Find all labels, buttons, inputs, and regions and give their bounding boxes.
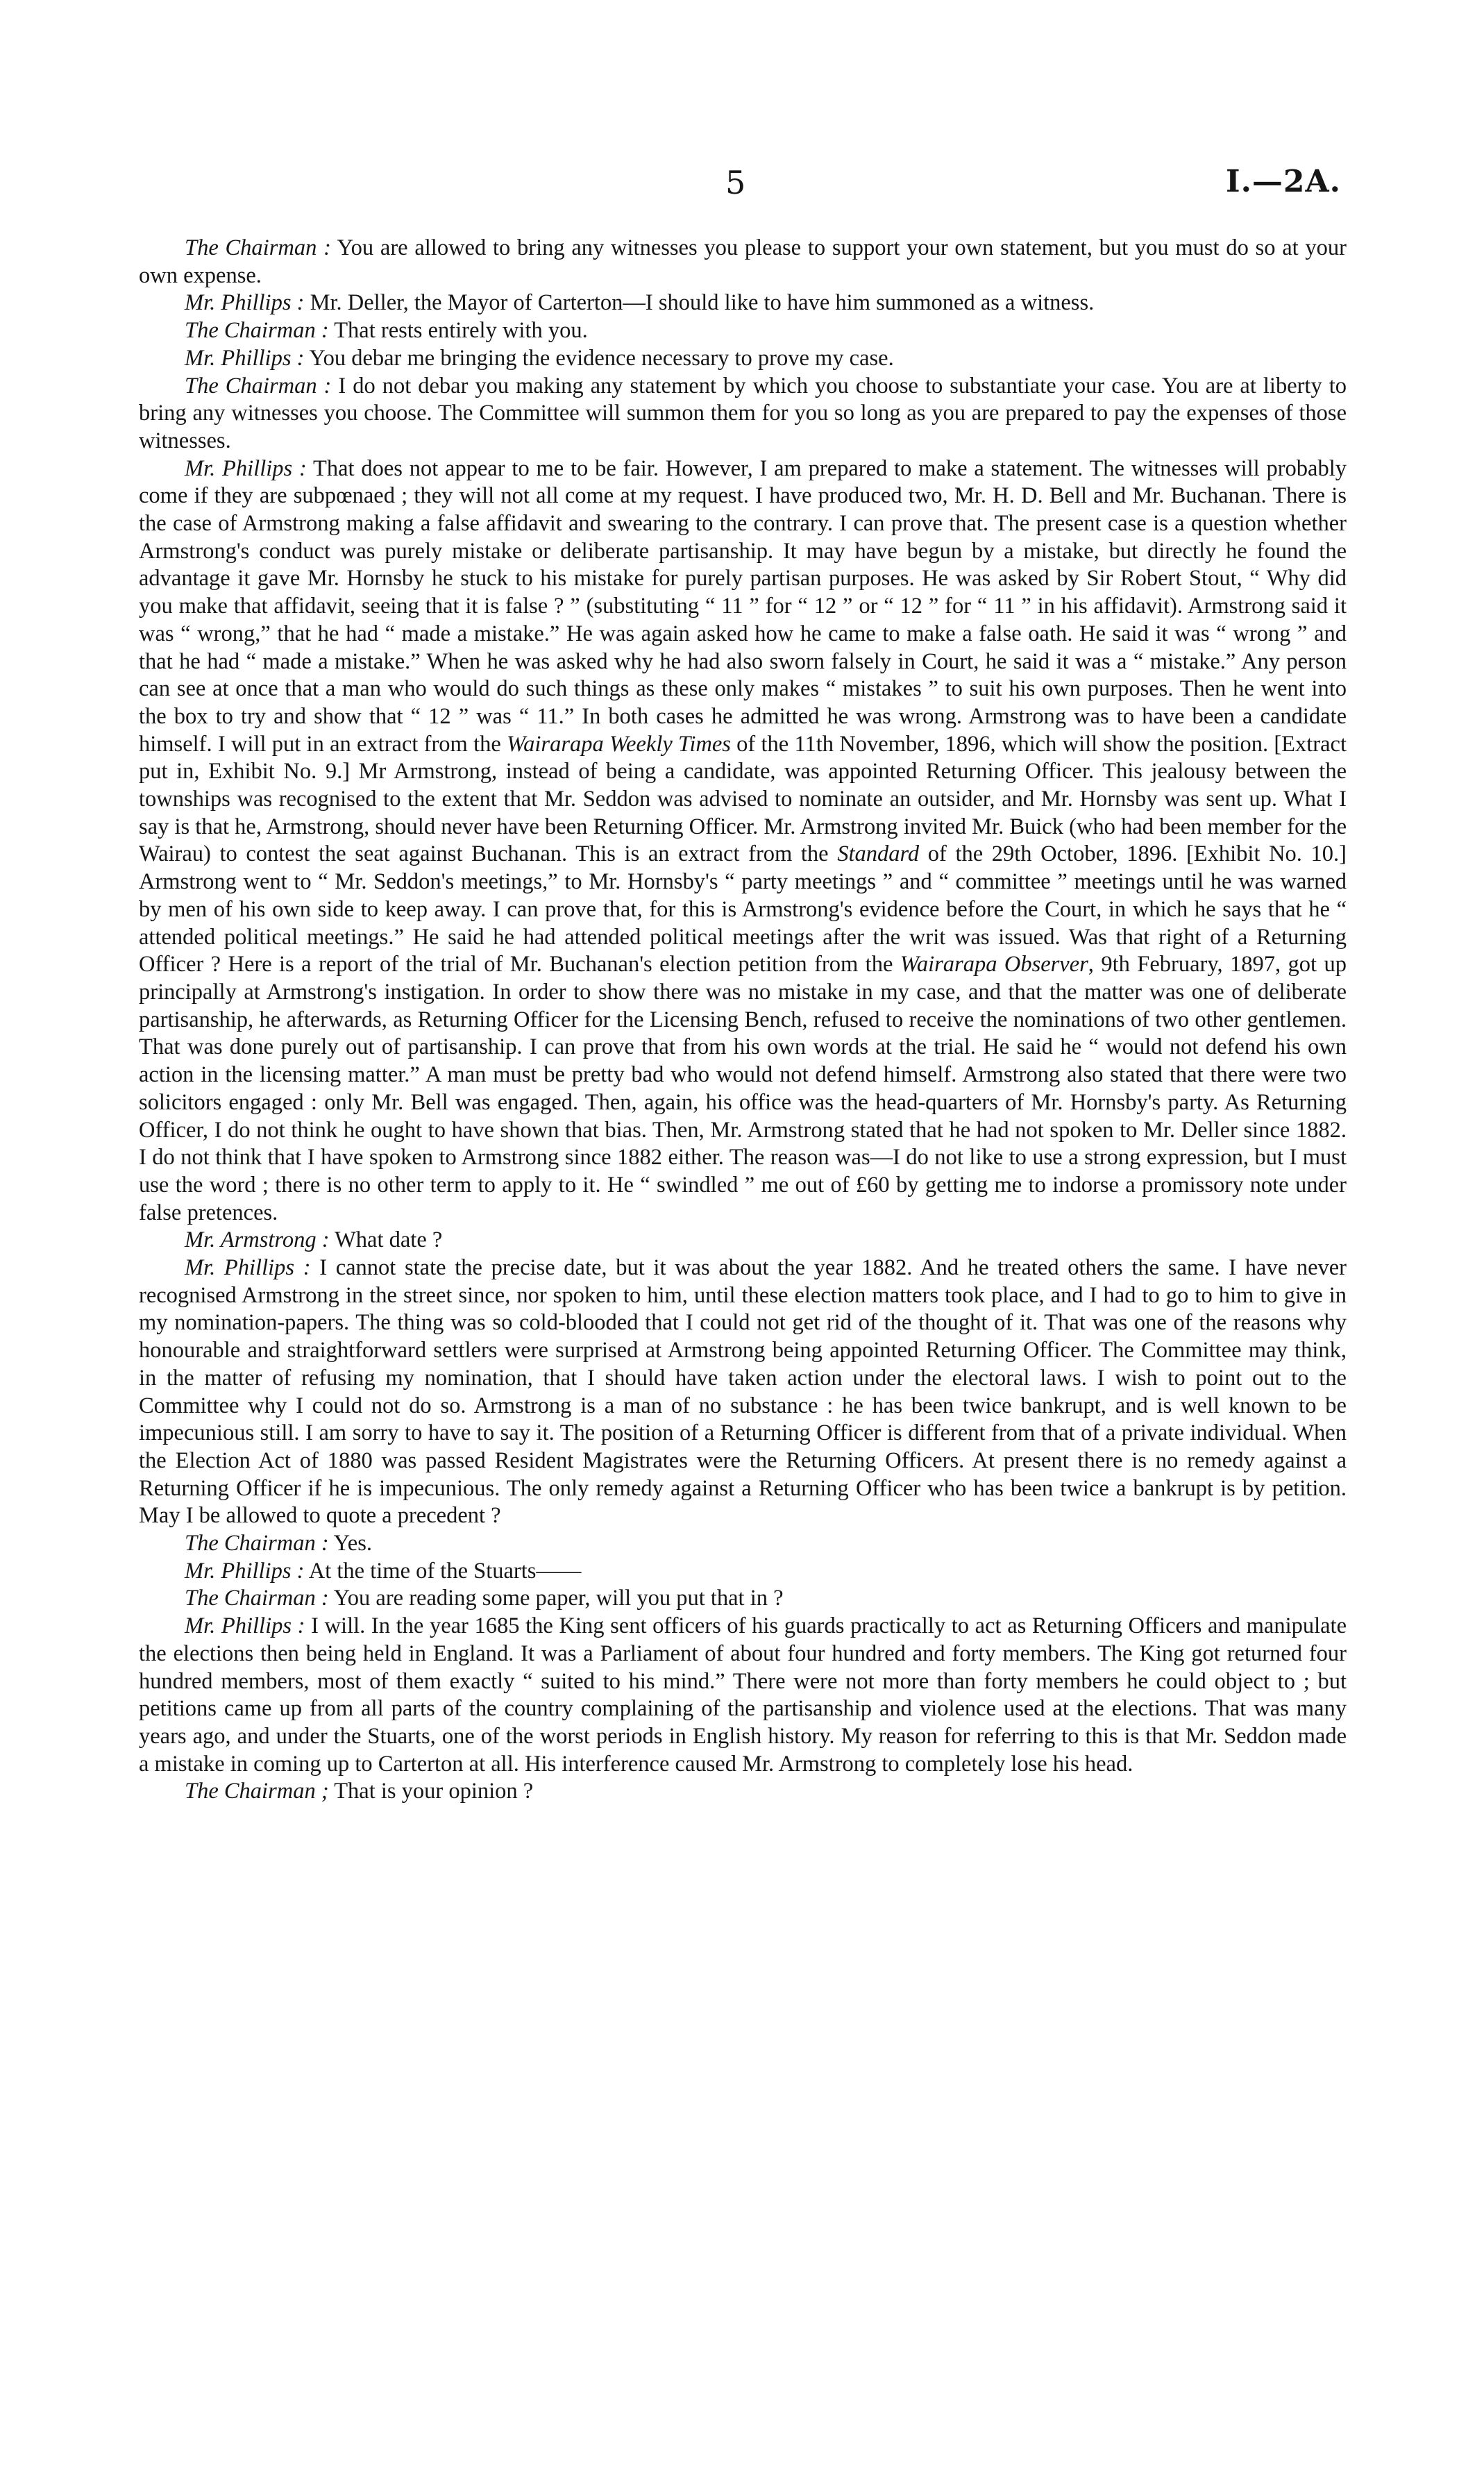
statement-text: I cannot state the precise date, but it was about the year 1882. And he treated others the same. I have never recognised Armstrong in the street since, nor spoken to him, until these election matters took place, and I had to go to him to give in my nomination-papers. The thing was so cold-blooded that I could not get rid of the thought of it. That was one of the reasons why honourable and straightforward settlers were surprised at Armstrong being appointed Returning Officer. The Committee may think, in the matter of refusing my nomination, that I should have taken action under the electoral laws. I wish to point out to the Committee why I could not do so. Armstrong is a man of no substance : he has been twice bankrupt, and is well known to be impecunious still. I am sorry to have to say it. The position of a Returning Officer is different from that of a private individual. When the Election Act of 1880 was passed Resident Magistrates were the Returning Officers. At present there is no remedy against a Returning Officer if he is impecunious. The only remedy against a Returning Officer who has been twice a bankrupt is by petition. May I be allowed to quote a precedent ? <box>139 1255 1347 1529</box>
publication-title: Wairarapa Observer <box>900 952 1088 977</box>
transcript-paragraph <box>139 1530 1347 1558</box>
transcript-paragraph <box>139 455 1347 1227</box>
transcript-paragraph <box>139 1778 1347 1806</box>
transcript-paragraph <box>139 1613 1347 1778</box>
speaker-name: The Chairman ; <box>185 1779 329 1804</box>
transcript-paragraph <box>139 317 1347 345</box>
transcript-paragraph <box>139 1254 1347 1530</box>
speaker-name: The Chairman : <box>185 318 329 344</box>
transcript-paragraph <box>139 1558 1347 1586</box>
statement-text: Yes. <box>328 1531 372 1556</box>
statement-text: of the 11th November, 1896, which will show the position. [Extract put in, Exhibit No. 9.] Mr Armstrong, instead of being a candidate, was appointed Returning Officer. This jealousy between the townships was recognised to the extent that Mr. Seddon was advised to nominate an outsider, and Mr. Hornsby was sent up. What I say is that he, Armstrong, should never have been Returning Officer. Mr. Armstrong invited Mr. Buick (who had been member for the Wairau) to contest the seat against Buchanan. This is an extract from the <box>139 731 1347 867</box>
publication-title: Wairarapa Weekly Times <box>507 731 731 757</box>
statement-text: That does not appear to me to be fair. However, I am prepared to make a statement. The witnesses will probably come if they are subpœnaed ; they will not all come at my request. I have produced two, Mr. H. D. Bell and Mr. Buchanan. There is the case of Armstrong making a false affidavit and swearing to the contrary. I can prove that. The present case is a question whether Armstrong's conduct was purely mistake or deliberate partisanship. It may have begun by a mistake, but directly he found the advantage it gave Mr. Hornsby he stuck to his mistake for purely partisan purposes. He was asked by Sir Robert Stout, “ Why did you make that affidavit, seeing that it is false ? ” (substituting “ 11 ” for “ 12 ” or “ 12 ” for “ 11 ” in his affidavit). Armstrong said it was “ wrong,” that he had “ made a mistake.” He was again asked how he came to make a false oath. He said it was “ wrong ” and that he had “ made a mistake.” When he was asked why he had also sworn falsely in Court, he said it was a “ mistake.” Any person can see at once that a man who would do such things as these only makes “ mistakes ” to suit his own purposes. Then he went into the box to try and show that “ 12 ” was “ 11.” In both cases he admitted he was wrong. Armstrong was to have been a candidate himself. I will put in an extract from the <box>139 455 1347 757</box>
publication-title: Standard <box>837 841 920 867</box>
statement-text: That is your opinion ? <box>328 1779 534 1804</box>
transcript-paragraph <box>139 373 1347 455</box>
page-number: 5 <box>725 164 747 201</box>
speaker-name: The Chairman : <box>185 1531 329 1556</box>
statement-text: I will. In the year 1685 the King sent officers of his guards practically to act as Returning Officers and manipulate the elections then being held in England. It was a Parliament of about four hundred and forty members. The King got returned four hundred members, most of them exactly “ suited to his mind.” There were not more than forty members he could object to ; but petitions came up from all parts of the country complaining of the partisanship and violence used at the elections. That was many years ago, and under the Stuarts, one of the worst periods in English history. My reason for referring to this is that Mr. Seddon made a mistake in coming up to Carterton at all. His interference caused Mr. Armstrong to completely lose his head. <box>139 1613 1347 1777</box>
transcript-paragraph <box>139 235 1347 289</box>
statement-text: That rests entirely with you. <box>328 318 588 344</box>
statement-text: You are reading some paper, will you put that in ? <box>328 1586 784 1611</box>
speaker-name: The Chairman : <box>185 235 331 260</box>
statement-text: , 9th February, 1897, got up principally at Armstrong's instigation. In order to show there was no mistake in my case, and that the matter was one of deliberate partisanship, he afterwards, as Returning Officer for the Licensing Bench, refused to receive the nominations of two other gentlemen. That was done purely out of partisanship. I can prove that from his own words at the trial. He said he “ would not defend his own action in the licensing matter.” A man must be pretty bad who would not defend himself. Armstrong also stated that there were two solicitors engaged : only Mr. Bell was engaged. Then, again, his office was the head-quarters of Mr. Hornsby's party. As Returning Officer, I do not think he ought to have shown that bias. Then, Mr. Armstrong stated that he had not spoken to Mr. Deller since 1882. I do not think that I have spoken to Armstrong since 1882 either. The reason was—I do not like to use a strong expression, but I must use the word ; there is no other term to apply to it. He “ swindled ” me out of £60 by getting me to indorse a promissory note under false pretences. <box>139 952 1347 1225</box>
speaker-name: Mr. Armstrong : <box>185 1227 330 1253</box>
statement-text: Mr. Deller, the Mayor of Carterton—I should like to have him summoned as a witness. <box>304 290 1095 316</box>
page-header <box>0 164 1484 205</box>
speaker-name: The Chairman : <box>185 373 332 398</box>
speaker-name: Mr. Phillips : <box>185 455 307 481</box>
speaker-name: Mr. Phillips : <box>185 345 305 371</box>
statement-text: I do not debar you making any statement by which you choose to substantiate your case. You are at liberty to bring any witnesses you choose. The Committee will summon them for you so long as you are prepared to pay the expenses of those witnesses. <box>139 373 1347 453</box>
transcript-paragraph <box>139 1585 1347 1613</box>
transcript-paragraph <box>139 1227 1347 1254</box>
paper-reference: I.—2A. <box>1226 164 1341 199</box>
statement-text: of the 29th October, 1896. [Exhibit No. 10.] Armstrong went to “ Mr. Seddon's meetings,” to Mr. Hornsby's “ party meetings ” and “ committee ” meetings until he was warned by men of his own side to keep away. I can prove that, for this is Armstrong's evidence before the Court, in which he says that he “ attended political meetings.” He said he had attended political meetings after the writ was issued. Was that right of a Returning Officer ? Here is a report of the trial of Mr. Buchanan's election petition from the <box>139 841 1347 977</box>
speaker-name: Mr. Phillips : <box>185 290 305 316</box>
transcript-paragraph <box>139 289 1347 317</box>
speaker-name: Mr. Phillips : <box>185 1255 311 1281</box>
statement-text: At the time of the Stuarts—— <box>304 1558 582 1584</box>
statement-text: You are allowed to bring any witnesses you please to support your own statement, but you must do so at your own expense. <box>139 235 1347 288</box>
transcript-paragraph <box>139 345 1347 373</box>
statement-text: You debar me bringing the evidence necessary to prove my case. <box>304 345 894 371</box>
speaker-name: The Chairman : <box>185 1586 329 1611</box>
speaker-name: Mr. Phillips : <box>185 1558 305 1584</box>
body-text <box>139 235 1347 1806</box>
speaker-name: Mr. Phillips : <box>185 1613 305 1639</box>
statement-text: What date ? <box>329 1227 443 1253</box>
